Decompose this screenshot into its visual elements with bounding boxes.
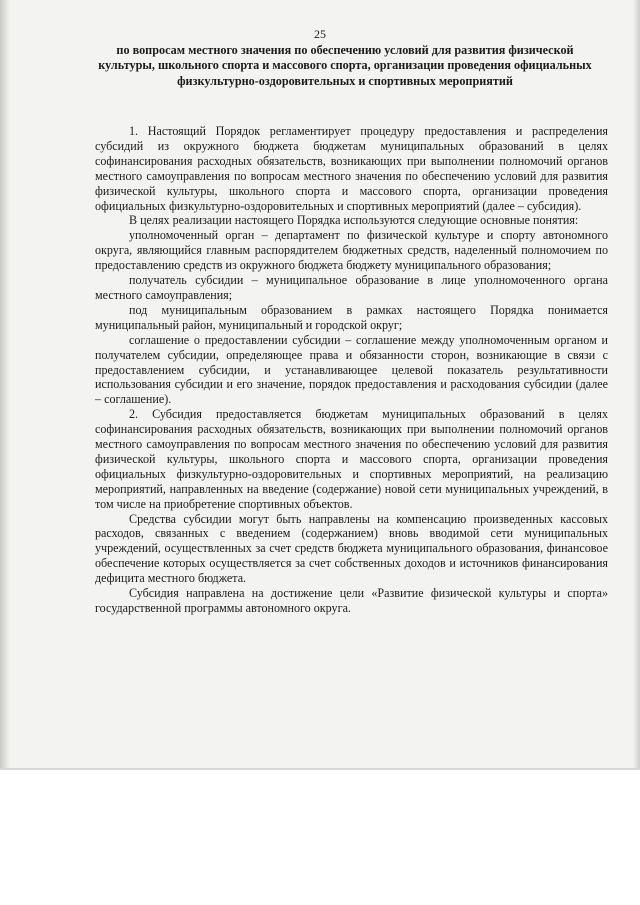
page-number: 25: [314, 27, 326, 41]
definition-agreement: соглашение о предоставлении субсидии – соглашение между уполномоченным органом и получателем субсидии, определяющее права и обязанности сторон, возникающие в связи с предоставлением субсидии, и устанавливающее целевой показатель результативности использования субсидии и его значение, порядок предоставления и расходования субсидии (далее – соглашение).: [95, 332, 608, 407]
paragraph-goal: Субсидия направлена на достижение цели «Развитие физической культуры и спорта» государственной программы автономного округа.: [95, 586, 608, 615]
paragraph-2: В целях реализации настоящего Порядка используются следующие основные понятия:: [129, 213, 579, 228]
paragraph-compensation: Средства субсидии могут быть направлены на компенсацию произведенных кассовых расходов, связанных с введением (содержанием) вновь вводимой сети муниципальных учреждений, осуществленных за счет средств бюджета муниципального образования, финансовое обеспечение которых осуществляется за счет собственных доходов и источников финансирования дефицита местного бюджета.: [95, 511, 608, 586]
section-title: по вопросам местного значения по обеспечению условий для развития физической культуры, школьного спорта и массового спорта, организации проведения официальных физкультурно-оздоровительных и спортивных мероприятий: [98, 43, 592, 88]
document-body: [95, 124, 608, 616]
paragraph-1: 1. Настоящий Порядок регламентирует процедуру предоставления и распределения субсидий из окружного бюджета бюджетам муниципальных образований в целях софинансирования расходных обязательств, возникающих при выполнении полномочий органов местного самоуправления по вопросам местного значения по обеспечению условий для развития физической культуры, школьного спорта и массового спорта, организации проведения официальных физкультурно-оздоровительных и спортивных мероприятий (далее – субсидия).: [95, 124, 608, 213]
definition-authorized-body: уполномоченный орган – департамент по физической культуре и спорту автономного округа, являющийся главным распорядителем бюджетных средств, наделенный полномочием по предоставлению средств из окружного бюджета бюджету муниципального образования;: [95, 228, 608, 273]
paragraph-clause-2: 2. Субсидия предоставляется бюджетам муниципальных образований в целях софинансирования расходных обязательств, возникающих при выполнении полномочий органов местного самоуправления по вопросам местного значения по обеспечению условий для развития физической культуры, школьного спорта и массового спорта, организации проведения официальных физкультурно-оздоровительных и спортивных мероприятий, на реализацию мероприятий, направленных на введение (содержание) новой сети муниципальных учреждений, в том числе на приобретение спортивных объектов.: [95, 407, 608, 511]
definition-recipient: получатель субсидии – муниципальное образование в лице уполномоченного органа местного самоуправления;: [95, 273, 608, 302]
definition-municipality: под муниципальным образованием в рамках настоящего Порядка понимается муниципальный район, муниципальный и городской округ;: [95, 302, 608, 332]
page-shadow-left: [0, 0, 10, 768]
page-shadow-right: [633, 0, 640, 768]
